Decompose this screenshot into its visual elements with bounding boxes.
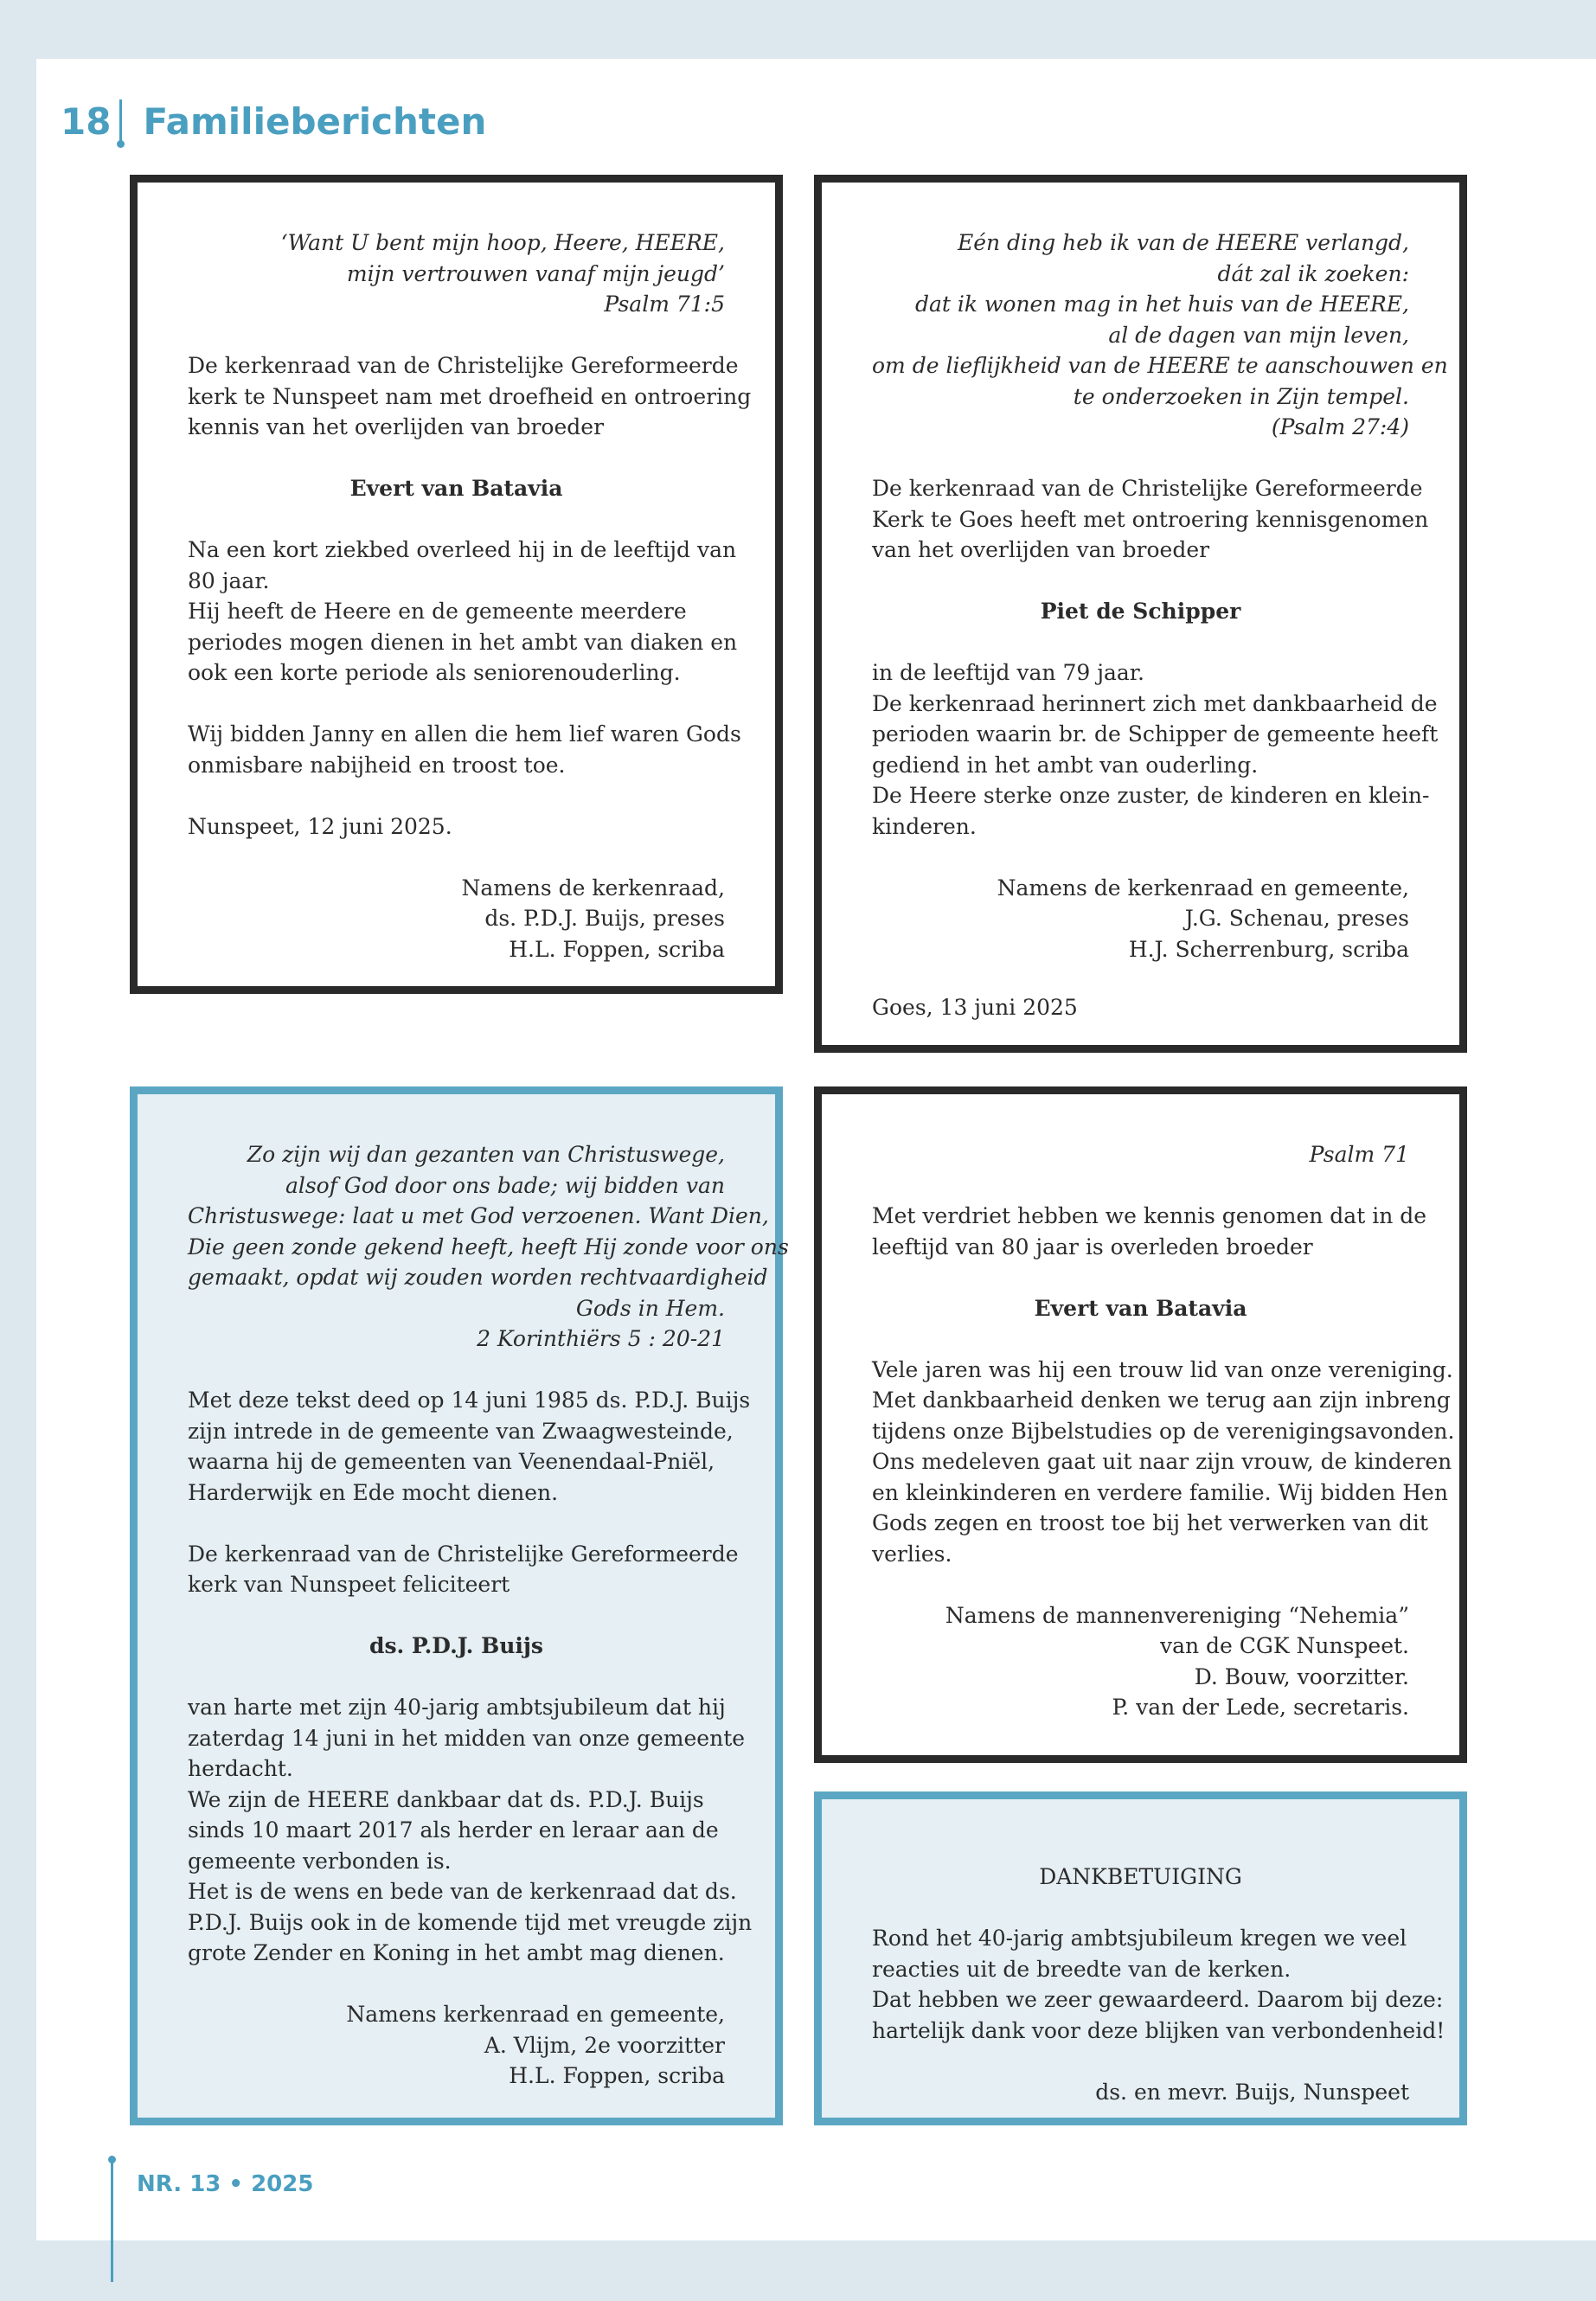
signature-line: J.G. Schenau, preses xyxy=(1184,906,1409,931)
notice-line: reacties uit de breedte van de kerken. xyxy=(872,1956,1292,1982)
notice-line: De kerkenraad van de Christelijke Gereformeerde xyxy=(188,353,739,378)
signature-line: H.J. Scherrenburg, scriba xyxy=(1128,936,1409,962)
notice-line: hartelijk dank voor deze blijken van verbondenheid! xyxy=(872,2017,1445,2043)
signature-line: D. Bouw, voorzitter. xyxy=(1194,1663,1409,1689)
notice-line: Psalm 71:5 xyxy=(604,292,725,317)
notice-line: We zijn de HEERE dankbaar dat ds. P.D.J. Buijs xyxy=(188,1786,704,1812)
notice-line: Christuswege: laat u met God verzoenen. Want Dien, xyxy=(188,1203,769,1228)
notice-line: periodes mogen dienen in het ambt van diaken en xyxy=(188,629,738,655)
notice-line: om de lieflijkheid van de HEERE te aanschouwen en xyxy=(872,353,1448,378)
notice-line: al de dagen van mijn leven, xyxy=(1108,322,1409,348)
signature-line: P. van der Lede, secretaris. xyxy=(1112,1695,1409,1720)
header-divider xyxy=(119,99,122,143)
notice-line: kinderen. xyxy=(872,813,977,839)
notice-line: Het is de wens en bede van de kerkenraad dat ds. xyxy=(188,1879,737,1904)
notice-line: kerk te Nunspeet nam met droefheid en ontroering xyxy=(188,383,752,409)
notice-line: gemaakt, opdat wij zouden worden rechtvaardigheid xyxy=(188,1265,768,1290)
notice-line: zijn intrede in de gemeente van Zwaagwesteinde, xyxy=(188,1418,734,1444)
notice-line: Wij bidden Janny en allen die hem lief waren Gods xyxy=(188,721,741,747)
notice-line: verlies. xyxy=(872,1541,952,1567)
notice-line: Psalm 71 xyxy=(1309,1142,1409,1167)
notice-line: De Heere sterke onze zuster, de kinderen en klein- xyxy=(872,783,1430,808)
issue-number: NR. 13 • 2025 xyxy=(137,2171,314,2197)
page-number: 18 xyxy=(61,99,112,143)
signature-line: H.L. Foppen, scriba xyxy=(509,936,725,962)
notice-line: Hij heeft de Heere en de gemeente meerdere xyxy=(188,599,687,624)
notice-line: dat ik wonen mag in het huis van de HEERE, xyxy=(915,292,1409,317)
notice-line: 2 Korinthiërs 5 : 20-21 xyxy=(477,1326,725,1351)
notice-line: De kerkenraad van de Christelijke Gereformeerde xyxy=(872,476,1423,501)
signature-line: Namens de kerkenraad en gemeente, xyxy=(997,875,1409,901)
section-title: Familieberichten xyxy=(143,99,487,143)
notice-line: Harderwijk en Ede mocht dienen. xyxy=(188,1479,559,1505)
notice-evert-van-batavia-church xyxy=(130,175,783,994)
notice-line: Vele jaren was hij een trouw lid van onze vereniging. xyxy=(872,1356,1453,1382)
notice-line: te onderzoeken in Zijn tempel. xyxy=(1073,383,1409,409)
notice-line: Ons medeleven gaat uit naar zijn vrouw, de kinderen xyxy=(872,1449,1452,1474)
notice-piet-de-schipper xyxy=(814,175,1467,1053)
notice-line: waarna hij de gemeenten van Veenendaal-Pniël, xyxy=(188,1449,715,1474)
notice-line: Gods zegen en troost toe bij het verwerken van dit xyxy=(872,1510,1428,1535)
notice-line: perioden waarin br. de Schipper de gemeente heeft xyxy=(872,721,1439,747)
notice-heading: DANKBETUIGING xyxy=(1039,1864,1242,1889)
notice-line: Dat hebben we zeer gewaardeerd. Daarom bij deze: xyxy=(872,1987,1444,2012)
signature-line: A. Vlijm, 2e voorzitter xyxy=(484,2032,725,2058)
notice-line: kennis van het overlijden van broeder xyxy=(188,414,605,439)
signature-line: ds. P.D.J. Buijs, preses xyxy=(484,906,725,931)
notice-line: van het overlijden van broeder xyxy=(872,537,1210,562)
notice-line: onmisbare nabijheid en troost toe. xyxy=(188,752,566,778)
notice-line: kerk van Nunspeet feliciteert xyxy=(188,1572,510,1597)
notice-line: P.D.J. Buijs ook in de komende tijd met vreugde zijn xyxy=(188,1909,753,1935)
signature-line: Namens de mannenvereniging “Nehemia” xyxy=(945,1602,1409,1628)
notice-line: (Psalm 27:4) xyxy=(1271,414,1409,439)
notice-line: Gods in Hem. xyxy=(575,1295,725,1321)
notice-evert-van-batavia-nehemia xyxy=(814,1086,1467,1763)
signature-line: van de CGK Nunspeet. xyxy=(1159,1633,1409,1658)
signature-line: Namens kerkenraad en gemeente, xyxy=(346,2002,725,2027)
notice-line: De kerkenraad herinnert zich met dankbaarheid de xyxy=(872,690,1438,716)
notice-line: Na een kort ziekbed overleed hij in de leeftijd van xyxy=(188,537,737,562)
footer-divider xyxy=(111,2161,113,2282)
notice-line: 80 jaar. xyxy=(188,567,270,593)
notice-line: grote Zender en Koning in het ambt mag dienen. xyxy=(188,1940,725,1965)
notice-line: Die geen zonde gekend heeft, heeft Hij zonde voor ons xyxy=(188,1234,789,1259)
notice-line: alsof God door ons bade; wij bidden van xyxy=(285,1172,725,1198)
page-header xyxy=(61,95,486,147)
notice-line: zaterdag 14 juni in het midden van onze gemeente xyxy=(188,1725,746,1751)
notice-line: tijdens onze Bijbelstudies op de verenigingsavonden. xyxy=(872,1418,1455,1444)
deceased-name: Evert van Batavia xyxy=(1034,1295,1247,1321)
notice-jubilee-congratulation xyxy=(130,1086,789,2125)
notice-line: De kerkenraad van de Christelijke Gereformeerde xyxy=(188,1541,739,1567)
deceased-name: Piet de Schipper xyxy=(1040,599,1241,624)
notice-line: Kerk te Goes heeft met ontroering kennisgenomen xyxy=(872,506,1429,532)
notice-line: Met dankbaarheid denken we terug aan zijn inbreng xyxy=(872,1388,1451,1413)
notice-date: Nunspeet, 12 juni 2025. xyxy=(188,813,452,839)
notice-date: Goes, 13 juni 2025 xyxy=(872,995,1078,1020)
notice-line: leeftijd van 80 jaar is overleden broeder xyxy=(872,1234,1313,1259)
notice-line: herdacht. xyxy=(188,1756,293,1781)
notice-line: van harte met zijn 40-jarig ambtsjubileum dat hij xyxy=(188,1695,726,1720)
notice-line: Met deze tekst deed op 14 juni 1985 ds. P.D.J. Buijs xyxy=(188,1388,751,1413)
notice-line: Eén ding heb ik van de HEERE verlangd, xyxy=(957,230,1409,255)
notice-dankbetuiging xyxy=(814,1791,1467,2125)
notice-line: gediend in het ambt van ouderling. xyxy=(872,752,1259,778)
notice-line: mijn vertrouwen vanaf mijn jeugd’ xyxy=(346,260,725,286)
notice-line: gemeente verbonden is. xyxy=(188,1848,452,1874)
notice-line: Zo zijn wij dan gezanten van Christuswege, xyxy=(247,1142,725,1167)
notice-line: Rond het 40-jarig ambtsjubileum kregen we veel xyxy=(872,1926,1407,1951)
notice-line: ook een korte periode als seniorenouderling. xyxy=(188,660,681,685)
signature-line: ds. en mevr. Buijs, Nunspeet xyxy=(1095,2079,1409,2105)
deceased-name: Evert van Batavia xyxy=(349,476,563,501)
honoree-name: ds. P.D.J. Buijs xyxy=(369,1633,544,1658)
notice-line: dát zal ik zoeken: xyxy=(1217,260,1409,286)
notice-line: sinds 10 maart 2017 als herder en leraar aan de xyxy=(188,1817,719,1843)
signature-line: Namens de kerkenraad, xyxy=(461,875,725,901)
notice-line: en kleinkinderen en verdere familie. Wij bidden Hen xyxy=(872,1479,1448,1505)
notice-line: Met verdriet hebben we kennis genomen dat in de xyxy=(872,1203,1427,1228)
signature-line: H.L. Foppen, scriba xyxy=(509,2063,725,2088)
notice-line: in de leeftijd van 79 jaar. xyxy=(872,660,1144,685)
notice-line: ‘Want U bent mijn hoop, Heere, HEERE, xyxy=(280,230,725,255)
